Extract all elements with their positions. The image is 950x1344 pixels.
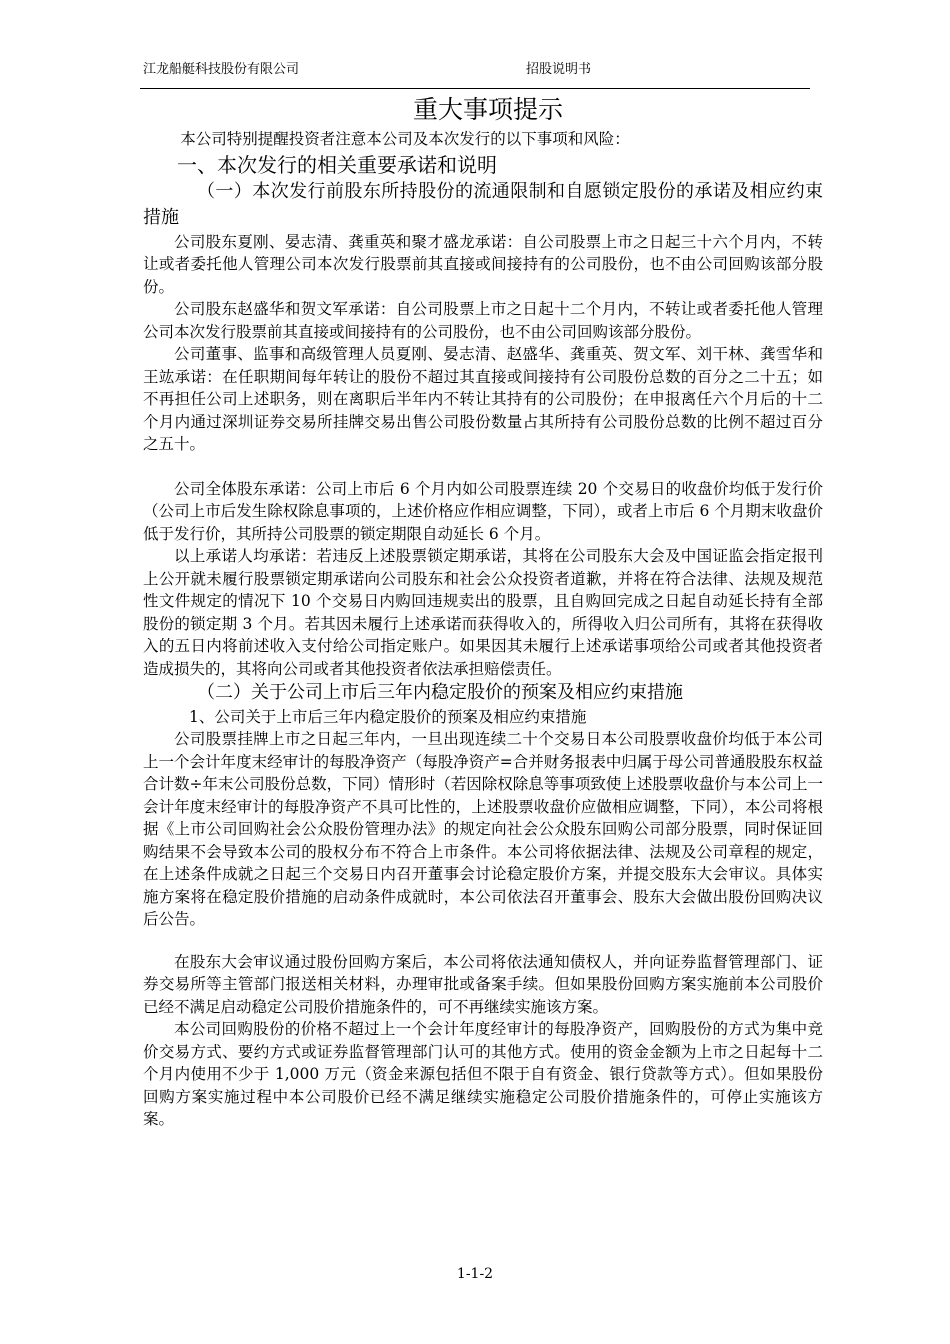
- header-divider: [140, 88, 810, 89]
- intro-paragraph: 本公司特别提醒投资者注意本公司及本次发行的以下事项和风险：: [180, 130, 630, 148]
- section1-sub1-heading: （一）本次发行前股东所持股份的流通限制和自愿锁定股份的承诺及相应约束措施: [143, 180, 823, 228]
- page-title: 重大事项提示: [412, 95, 563, 124]
- header-company-name: 江龙船艇科技股份有限公司: [143, 62, 300, 77]
- lockup-paragraph-2: 公司股东赵盛华和贺文军承诺：自公司股票上市之日起十二个月内，不转让或者委托他人管理公司本次发行股票前其直接或间接持有的公司股份，也不由公司回购该部分股份。: [143, 300, 823, 341]
- lockup-paragraph-5: 以上承诺人均承诺：若违反上述股票锁定期承诺，其将在公司股东大会及中国证监会指定报刊上公开就未履行股票锁定期承诺向公司股东和社会公众投资者道歉，并将在符合法律、法规及规范性文件规定的情况下 10 个交易日内购回违规卖出的股票，且自购回完成之日起自动延长持有全部股份的锁定期 3 个月。若其因未履行上述承诺而获得收入的，所得收入归公司所有，其将在获得收入的五日内将前述收入支付给公司指定账户。如果因其未履行上述承诺事项给公司或者其他投资者造成损失的，其将向公司或者其他投资者依法承担赔偿责任。: [143, 547, 823, 678]
- stabilization-paragraph-3: 本公司回购股份的价格不超过上一个会计年度经审计的每股净资产，回购股份的方式为集中竞价交易方式、要约方式或证券监督管理部门认可的其他方式。使用的资金金额为上市之日起每十二个月内使用不少于 1,000 万元（资金来源包括但不限于自有资金、银行贷款等方式）。但如果股份回购方案实施过程中本公司股价已经不满足继续实施稳定公司股价措施条件的，可停止实施该方案。: [143, 1020, 823, 1128]
- stabilization-paragraph-1: 公司股票挂牌上市之日起三年内，一旦出现连续二十个交易日本公司股票收盘价均低于本公司上一个会计年度末经审计的每股净资产（每股净资产=合并财务报表中归属于母公司普通股股东权益合计数÷年末公司股份总数，下同）情形时（若因除权除息等事项致使上述股票收盘价与本公司上一会计年度末经审计的每股净资产不具可比性的，上述股票收盘价应做相应调整，下同），本公司将根据《上市公司回购社会公众股份管理办法》的规定向社会公众股东回购公司部分股票，同时保证回购结果不会导致本公司的股权分布不符合上市条件。本公司将依据法律、法规及公司章程的规定，在上述条件成就之日起三个交易日内召开董事会讨论稳定股价方案，并提交股东大会审议。具体实施方案将在稳定股价措施的启动条件成就时，本公司依法召开董事会、股东大会做出股份回购决议后公告。: [143, 730, 823, 928]
- page-number: 1-1-2: [456, 1266, 494, 1282]
- lockup-paragraph-3: 公司董事、监事和高级管理人员夏刚、晏志清、赵盛华、龚重英、贺文军、刘干林、龚雪华和王竑承诺：在任职期间每年转让的股份不超过其直接或间接持有公司股份总数的百分之二十五；如不再担任公司上述职务，则在离职后半年内不转让其持有的公司股份；在申报离任六个月后的十二个月内通过深圳证券交易所挂牌交易出售公司股份数量占其所持有公司股份总数的比例不超过百分之五十。: [143, 345, 823, 453]
- header-document-type: 招股说明书: [526, 62, 592, 77]
- section1-heading: 一、本次发行的相关重要承诺和说明: [177, 152, 497, 177]
- document-body: [143, 94, 823, 1131]
- lockup-paragraph-4: 公司全体股东承诺：公司上市后 6 个月内如公司股票连续 20 个交易日的收盘价均低于发行价（公司上市后发生除权除息事项的，上述价格应作相应调整，下同），或者上市后 6 个月期末收盘价低于发行价，其所持公司股票的锁定期限自动延长 6 个月。: [143, 479, 823, 543]
- stabilization-paragraph-2: 在股东大会审议通过股份回购方案后，本公司将依法通知债权人，并向证券监督管理部门、证券交易所等主管部门报送相关材料，办理审批或备案手续。但如果股份回购方案实施前本公司股价已经不满足启动稳定公司股价措施条件的，可不再继续实施该方案。: [143, 952, 823, 1016]
- section1-sub2-heading: （二）关于公司上市后三年内稳定股价的预案及相应约束措施: [197, 682, 683, 703]
- sub2-item1-heading: 1、公司关于上市后三年内稳定股价的预案及相应约束措施: [189, 708, 587, 726]
- lockup-paragraph-1: 公司股东夏刚、晏志清、龚重英和聚才盛龙承诺：自公司股票上市之日起三十六个月内，不转让或者委托他人管理公司本次发行股票前其直接或间接持有的公司股份，也不由公司回购该部分股份。: [143, 232, 823, 296]
